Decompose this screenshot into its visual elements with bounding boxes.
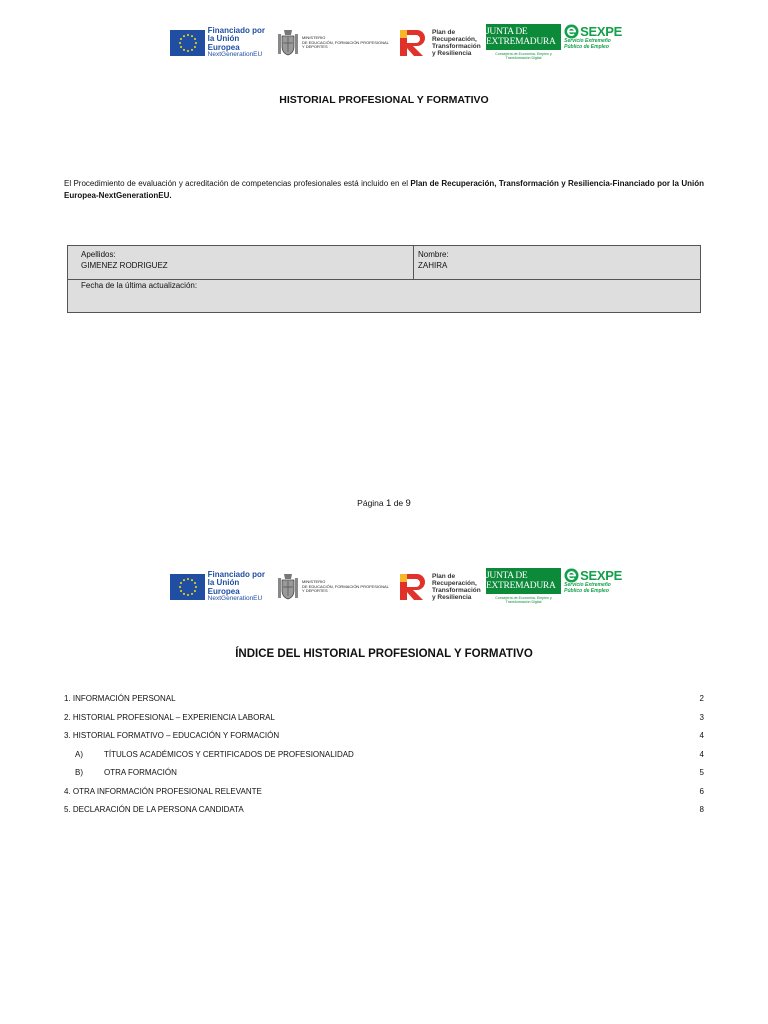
junta-extremadura-logo (486, 24, 561, 62)
table-of-contents (64, 694, 704, 824)
ministry-line3: Y DEPORTES (301, 588, 328, 594)
index-title: ÍNDICE DEL HISTORIAL PROFESIONAL Y FORMATIVO (235, 648, 533, 660)
recovery-plan-logo (398, 568, 484, 606)
logo-strip (170, 24, 622, 62)
sexpe-logo (564, 568, 622, 606)
sexpe-name: SEXPE (580, 568, 622, 583)
footer-separator: de (393, 498, 404, 508)
sexpe-line2: Público de Empleo (564, 43, 609, 50)
toc-entry-letter: A) (75, 749, 83, 759)
junta-subtitle: Consejería de Economía, Empleo y Transformación Digital (495, 52, 552, 60)
sexpe-line1: Servicio Extremeño (564, 582, 611, 588)
intro-paragraph (64, 178, 704, 203)
toc-entry-label: 2. HISTORIAL PROFESIONAL – EXPERIENCIA LABORAL (64, 712, 275, 722)
fecha-label: Fecha de la última actualización: (81, 281, 198, 290)
toc-entry-label: 4. OTRA INFORMACIÓN PROFESIONAL RELEVANTE (64, 786, 262, 796)
toc-entry-label: 1. INFORMACIÓN PERSONAL (64, 694, 176, 703)
footer-prefix: Página (357, 498, 384, 508)
apellidos-label: Apellidos: (81, 250, 116, 259)
logo-strip (170, 568, 622, 606)
spanish-crest-icon (277, 28, 299, 58)
toc-entry-declaracion[interactable] (64, 805, 704, 824)
junta-name: JUNTA DE EXTREMADURA (486, 568, 561, 594)
eu-flag-icon (170, 574, 205, 600)
page-footer (0, 498, 768, 509)
nombre-value: ZAHIRA (418, 261, 448, 271)
ministry-line1: MINISTERIO (301, 578, 326, 584)
eu-flag-icon (170, 30, 205, 56)
eu-logo-line2: la Unión Europea (207, 578, 240, 596)
eu-logo-line3: NextGenerationEU (207, 51, 263, 59)
eu-logo-line2: la Unión Europea (207, 34, 240, 52)
toc-entry-label: 3. HISTORIAL FORMATIVO – EDUCACIÓN Y FORMACIÓN (64, 731, 280, 740)
prtr-line4: y Resiliencia (431, 594, 472, 602)
prtr-line4: y Resiliencia (431, 50, 472, 58)
prtr-line3: Transformación (431, 587, 481, 594)
toc-entry-label: TÍTULOS ACADÉMICOS Y CERTIFICADOS DE PROFESIONALIDAD (104, 749, 354, 759)
sexpe-line2: Público de Empleo (564, 587, 609, 594)
toc-entry-titulos-academicos[interactable] (64, 750, 704, 769)
ministry-logo (277, 568, 394, 606)
footer-total-pages: 9 (405, 498, 411, 509)
apellidos-value: GIMENEZ RODRIGUEZ (81, 261, 168, 271)
toc-entry-page: 2 (699, 694, 704, 703)
footer-current-page: 1 (386, 498, 392, 509)
toc-entry-informacion-personal[interactable] (64, 694, 704, 713)
junta-name: JUNTA DE EXTREMADURA (486, 24, 561, 50)
ministry-line2: DE EDUCACIÓN, FORMACIÓN PROFESIONAL (301, 39, 389, 45)
toc-entry-page: 8 (699, 805, 704, 814)
eu-logo-line1: Financiado por (207, 26, 265, 35)
toc-entry-page: 5 (699, 768, 704, 777)
apellidos-cell (68, 246, 414, 280)
ministry-line3: Y DEPORTES (301, 44, 328, 50)
prtr-line2: Recuperación, (431, 35, 477, 43)
document-title: HISTORIAL PROFESIONAL Y FORMATIVO (279, 94, 489, 106)
prtr-line2: Recuperación, (431, 579, 477, 587)
eu-logo-line3: NextGenerationEU (207, 595, 263, 603)
toc-entry-letter: B) (75, 768, 83, 777)
sexpe-line1: Servicio Extremeño (564, 38, 611, 44)
ministry-line2: DE EDUCACIÓN, FORMACIÓN PROFESIONAL (301, 583, 389, 589)
toc-entry-page: 6 (699, 786, 704, 796)
toc-entry-label: 5. DECLARACIÓN DE LA PERSONA CANDIDATA (64, 805, 244, 814)
toc-entry-otra-formacion[interactable] (64, 768, 704, 787)
sexpe-name: SEXPE (580, 24, 622, 39)
toc-entry-otra-informacion[interactable] (64, 787, 704, 806)
intro-text: El Procedimiento de evaluación y acreditación de competencias profesionales está incluido en el (64, 179, 411, 188)
eu-logo-line1: Financiado por (207, 570, 265, 579)
nombre-cell (414, 246, 700, 280)
nombre-label: Nombre: (418, 250, 449, 259)
recovery-plan-r-icon (398, 571, 430, 603)
ministry-logo (277, 24, 394, 62)
fecha-cell (68, 280, 700, 312)
recovery-plan-r-icon (398, 27, 430, 59)
ministry-line1: MINISTERIO (301, 34, 326, 40)
toc-entry-page: 3 (699, 712, 704, 722)
recovery-plan-logo (398, 24, 484, 62)
personal-info-table (67, 245, 701, 313)
sexpe-e-icon (564, 24, 579, 39)
junta-subtitle: Consejería de Economía, Empleo y Transformación Digital (495, 596, 552, 604)
toc-entry-historial-formativo[interactable] (64, 731, 704, 750)
intro-bold-text: Plan de Recuperación, Transformación y Resiliencia-Financiado por la Unión Europea-NextGenerationEU. (64, 179, 704, 201)
prtr-line1: Plan de (431, 572, 456, 580)
toc-entry-page: 4 (699, 731, 704, 740)
sexpe-e-icon (564, 568, 579, 583)
toc-entry-historial-profesional[interactable] (64, 713, 704, 732)
sexpe-logo (564, 24, 622, 62)
toc-entry-page: 4 (699, 749, 704, 759)
document-page-2 (0, 530, 768, 1024)
junta-extremadura-logo (486, 568, 561, 606)
prtr-line3: Transformación (431, 43, 481, 50)
prtr-line1: Plan de (431, 28, 456, 36)
eu-funding-logo (170, 24, 271, 62)
eu-funding-logo (170, 568, 271, 606)
toc-entry-label: OTRA FORMACIÓN (104, 768, 177, 777)
spanish-crest-icon (277, 572, 299, 602)
